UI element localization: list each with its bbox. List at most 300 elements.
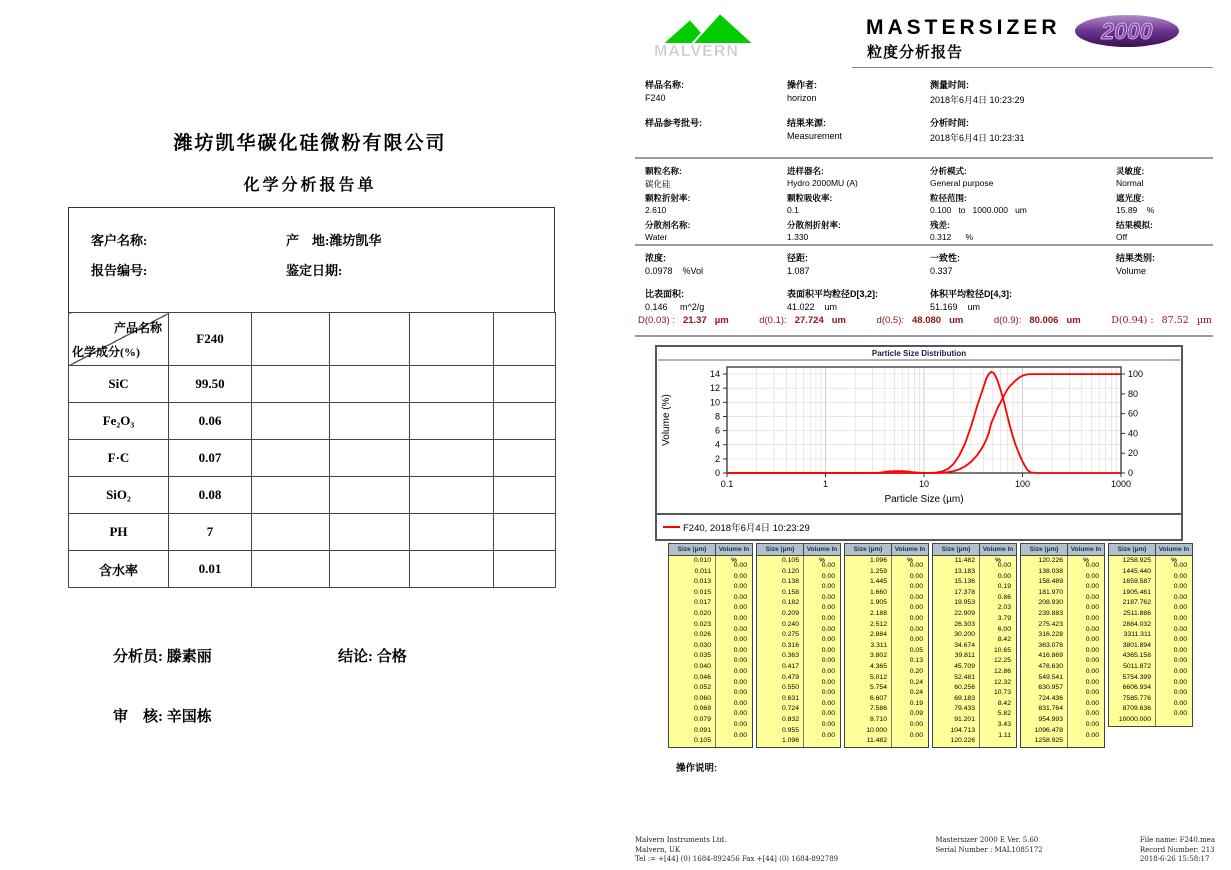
volume-value: 0.00 bbox=[1085, 657, 1099, 665]
size-value: 0.017 bbox=[693, 599, 711, 607]
volume-column-header: Volume In % bbox=[715, 544, 752, 555]
size-value: 22.909 bbox=[954, 609, 975, 617]
volume-value: 8.42 bbox=[997, 699, 1011, 707]
volume-value: 0.00 bbox=[821, 667, 835, 675]
volume-value: 0.00 bbox=[1173, 625, 1187, 633]
size-value: 1096.478 bbox=[1034, 726, 1063, 734]
size-value: 0.020 bbox=[693, 609, 711, 617]
chem-row bbox=[69, 440, 556, 477]
field bbox=[787, 251, 930, 281]
size-column-header: Size (µm) bbox=[1029, 546, 1059, 553]
empty-cell bbox=[410, 551, 494, 588]
size-value: 1.259 bbox=[869, 567, 887, 575]
footer-file-info bbox=[1140, 836, 1215, 865]
size-value: 3801.894 bbox=[1122, 641, 1151, 649]
field bbox=[645, 219, 787, 244]
field-value: Water bbox=[645, 231, 668, 242]
component-label: PH bbox=[69, 514, 169, 551]
volume-value: 0.00 bbox=[1173, 593, 1187, 601]
size-value: 30.200 bbox=[954, 631, 975, 639]
volume-value: 0.00 bbox=[733, 593, 747, 601]
empty-cell bbox=[410, 477, 494, 514]
volume-value: 0.19 bbox=[909, 699, 923, 707]
d-value-item bbox=[877, 315, 964, 326]
volume-value: 0.05 bbox=[909, 646, 923, 654]
volume-value: 12.25 bbox=[993, 657, 1011, 665]
chem-table-body bbox=[69, 313, 556, 588]
empty-cell bbox=[252, 313, 330, 366]
size-value: 120.226 bbox=[950, 737, 975, 745]
size-value: 2.188 bbox=[869, 609, 887, 617]
field-value: Off bbox=[1116, 231, 1128, 242]
field-value: General purpose bbox=[930, 177, 994, 188]
size-value: 478.630 bbox=[1038, 662, 1063, 670]
field bbox=[787, 192, 930, 217]
size-value: 1905.461 bbox=[1122, 588, 1151, 596]
size-value: 0.060 bbox=[693, 694, 711, 702]
field-label: 结果类别: bbox=[1116, 253, 1155, 263]
field-value: 2.610 bbox=[645, 204, 667, 215]
empty-cell bbox=[330, 514, 410, 551]
volume-column-header: Volume In % bbox=[803, 544, 840, 555]
svg-text:6: 6 bbox=[714, 425, 720, 436]
svg-text:0: 0 bbox=[1128, 468, 1134, 478]
field-label: 浓度: bbox=[645, 253, 666, 263]
volume-value: 0.00 bbox=[1085, 731, 1099, 739]
size-column-header: Size (µm) bbox=[853, 546, 883, 553]
sample-info-section bbox=[645, 78, 1211, 146]
footer-address bbox=[635, 836, 838, 865]
volume-value: 0.00 bbox=[821, 636, 835, 644]
volume-value: 0.00 bbox=[1173, 572, 1187, 580]
size-table-body bbox=[1109, 556, 1192, 726]
size-value: 8709.636 bbox=[1122, 705, 1151, 713]
volume-value: 3.79 bbox=[997, 614, 1011, 622]
mastersizer-2000-badge-icon bbox=[1074, 13, 1180, 54]
field-value: 0.1 bbox=[787, 204, 799, 215]
svg-text:10: 10 bbox=[709, 397, 720, 408]
field-label: 进样器名: bbox=[787, 166, 824, 176]
field bbox=[645, 287, 787, 317]
date-label: 鉴定日期: bbox=[286, 262, 343, 278]
size-value: 316.228 bbox=[1038, 631, 1063, 639]
customer-label: 客户名称: bbox=[91, 232, 148, 248]
d-value-item bbox=[638, 315, 729, 326]
volume-value: 12.32 bbox=[993, 678, 1011, 686]
svg-text:14: 14 bbox=[709, 369, 720, 380]
svg-text:Particle Size (µm): Particle Size (µm) bbox=[884, 494, 964, 505]
field-value: 0.312 % bbox=[930, 231, 973, 242]
size-column-header: Size (µm) bbox=[765, 546, 795, 553]
volume-value: 0.00 bbox=[733, 614, 747, 622]
chem-row bbox=[69, 403, 556, 440]
size-value: 275.423 bbox=[1038, 620, 1063, 628]
size-value: 79.433 bbox=[954, 705, 975, 713]
volume-column-header: Volume In % bbox=[891, 544, 928, 555]
svg-text:0.1: 0.1 bbox=[720, 479, 734, 489]
size-value: 1.660 bbox=[869, 588, 887, 596]
empty-cell bbox=[252, 440, 330, 477]
size-value: 7585.776 bbox=[1122, 694, 1151, 702]
volume-value: 0.00 bbox=[1085, 562, 1099, 569]
footer-line: Record Number: 213 bbox=[1139, 845, 1215, 854]
svg-text:8: 8 bbox=[714, 411, 720, 422]
field-label: 测量时间: bbox=[930, 80, 969, 90]
volume-value: 0.00 bbox=[821, 572, 835, 580]
volume-column-header: Volume In % bbox=[979, 544, 1016, 555]
d-unit: um bbox=[1066, 315, 1081, 326]
field bbox=[930, 78, 1211, 108]
d-label: d(0.1): bbox=[759, 315, 787, 326]
size-value: 11.482 bbox=[866, 737, 887, 745]
particle-report-title: 粒度分析报告 bbox=[867, 44, 964, 61]
size-value: 0.026 bbox=[693, 631, 711, 639]
size-column bbox=[669, 556, 715, 747]
field bbox=[1116, 192, 1211, 217]
field-label: 一致性: bbox=[930, 253, 960, 263]
d-unit: um bbox=[831, 315, 846, 326]
footer-instrument bbox=[935, 836, 1042, 865]
empty-cell bbox=[252, 366, 330, 403]
d-value: 48.080 bbox=[912, 315, 942, 326]
field-label: 颗粒名称: bbox=[645, 166, 682, 176]
volume-value: 0.00 bbox=[733, 731, 747, 739]
size-value: 6606.934 bbox=[1122, 684, 1151, 692]
volume-value: 0.00 bbox=[909, 731, 923, 739]
component-label: SiC bbox=[69, 366, 169, 403]
volume-value: 2.03 bbox=[997, 604, 1011, 612]
volume-value: 0.00 bbox=[733, 678, 747, 686]
field bbox=[1116, 251, 1211, 281]
size-value: 0.023 bbox=[693, 620, 711, 628]
volume-value: 0.00 bbox=[821, 614, 835, 622]
empty-cell bbox=[494, 440, 556, 477]
volume-value: 0.00 bbox=[1085, 636, 1099, 644]
volume-value: 0.00 bbox=[909, 593, 923, 601]
d-value: 21.37 bbox=[682, 315, 707, 326]
empty-cell bbox=[330, 403, 410, 440]
size-value: 1659.587 bbox=[1122, 578, 1151, 586]
volume-value: 0.00 bbox=[1173, 614, 1187, 622]
d-label: d(0.5): bbox=[876, 315, 905, 326]
size-value: 4365.158 bbox=[1122, 652, 1151, 660]
percentile-diameters-row bbox=[638, 315, 1212, 326]
volume-value: 0.00 bbox=[1085, 699, 1099, 707]
particle-size-chart bbox=[655, 345, 1183, 541]
size-value: 39.811 bbox=[954, 652, 975, 660]
size-value: 0.010 bbox=[693, 557, 711, 564]
volume-value: 0.00 bbox=[1173, 657, 1187, 665]
field bbox=[930, 116, 1211, 146]
size-value: 0.046 bbox=[693, 673, 711, 681]
field bbox=[787, 219, 930, 244]
field-label: 样品参考批号: bbox=[645, 118, 702, 128]
volume-value: 0.00 bbox=[997, 562, 1011, 569]
volume-value: 0.00 bbox=[733, 604, 747, 612]
size-value: 2511.886 bbox=[1123, 609, 1151, 617]
field bbox=[930, 287, 1116, 317]
empty-cell bbox=[494, 366, 556, 403]
component-label: Fe₂O₃ bbox=[69, 403, 169, 440]
d-label: D(0.94) : bbox=[1111, 315, 1154, 326]
volume-value: 0.00 bbox=[821, 625, 835, 633]
d-value: 87.52 bbox=[1161, 315, 1189, 326]
size-value: 17.378 bbox=[954, 588, 975, 596]
svg-text:20: 20 bbox=[1128, 448, 1139, 459]
empty-cell bbox=[252, 514, 330, 551]
volume-value: 0.00 bbox=[909, 604, 923, 612]
size-value: 91.201 bbox=[954, 715, 975, 723]
chart-legend bbox=[657, 513, 1181, 539]
composition-label: 化学成分(%) bbox=[72, 345, 140, 359]
size-value: 0.832 bbox=[781, 715, 799, 723]
size-value: 0.138 bbox=[781, 578, 799, 586]
mastersizer-wordmark: MASTERSIZER bbox=[866, 16, 1061, 39]
size-value: 630.957 bbox=[1038, 684, 1063, 692]
field-value: 1.087 bbox=[787, 266, 810, 276]
size-value: 1.096 bbox=[869, 557, 887, 564]
company-title: 潍坊凯华碳化硅微粉有限公司 bbox=[173, 133, 447, 154]
volume-value: 0.00 bbox=[733, 667, 747, 675]
size-value: 239.883 bbox=[1038, 609, 1063, 617]
volume-value: 0.00 bbox=[1085, 678, 1099, 686]
diagonal-header-cell bbox=[69, 313, 169, 366]
volume-value: 0.00 bbox=[733, 720, 747, 728]
field bbox=[787, 287, 930, 317]
size-value: 3.311 bbox=[870, 641, 887, 649]
size-value: 1445.440 bbox=[1122, 567, 1151, 575]
size-table bbox=[844, 543, 929, 748]
size-table bbox=[1108, 543, 1193, 727]
legend-label: F240, 2018年6月4日 10:23:29 bbox=[683, 523, 810, 534]
component-value: 7 bbox=[169, 514, 252, 551]
d-value-item bbox=[1111, 315, 1212, 326]
volume-column bbox=[715, 556, 751, 747]
section-divider bbox=[635, 157, 1213, 159]
field-label: 分散剂名称: bbox=[645, 220, 691, 230]
volume-value: 0.00 bbox=[821, 731, 835, 739]
size-table bbox=[668, 543, 753, 748]
size-value: 0.091 bbox=[693, 726, 711, 734]
conclusion: 结论: 合格 bbox=[338, 649, 407, 665]
field-value: 0.0978 %Vol bbox=[645, 266, 704, 276]
size-value: 416.869 bbox=[1038, 652, 1063, 660]
field-value: 0.337 bbox=[930, 266, 953, 276]
d-value: 27.724 bbox=[794, 315, 824, 326]
report-no-label: 报告编号: bbox=[91, 262, 148, 278]
volume-value: 0.00 bbox=[733, 689, 747, 697]
chem-row bbox=[69, 366, 556, 403]
size-column bbox=[933, 556, 979, 747]
origin-label: 产 地: bbox=[286, 232, 330, 248]
volume-value: 0.00 bbox=[733, 710, 747, 718]
volume-value: 0.00 bbox=[1085, 710, 1099, 718]
svg-text:2: 2 bbox=[714, 453, 720, 464]
empty-cell bbox=[494, 514, 556, 551]
size-value: 26.303 bbox=[954, 620, 975, 628]
volume-value: 0.00 bbox=[821, 657, 835, 665]
field-label: 分析时间: bbox=[930, 118, 969, 128]
empty-cell bbox=[330, 440, 410, 477]
size-value: 0.182 bbox=[781, 599, 799, 607]
d-unit: µm bbox=[714, 315, 729, 326]
size-value: 0.105 bbox=[693, 737, 711, 745]
size-value: 5.754 bbox=[869, 684, 887, 692]
volume-value: 0.00 bbox=[733, 646, 747, 654]
size-value: 0.052 bbox=[693, 684, 711, 692]
empty-cell bbox=[410, 514, 494, 551]
field bbox=[930, 251, 1116, 281]
field-value: 51.169 um bbox=[930, 302, 981, 312]
empty-cell bbox=[410, 440, 494, 477]
field-label: 分析模式: bbox=[930, 166, 967, 176]
volume-value: 12.86 bbox=[993, 667, 1011, 675]
size-value: 13.183 bbox=[954, 567, 975, 575]
chemical-composition-table bbox=[68, 312, 556, 588]
field bbox=[787, 78, 930, 108]
volume-value: 0.00 bbox=[1173, 689, 1187, 697]
size-value: 15.136 bbox=[954, 578, 975, 586]
size-value: 954.993 bbox=[1038, 715, 1063, 723]
volume-value: 0.00 bbox=[909, 562, 923, 569]
d-label: D(0.03) : bbox=[638, 315, 675, 326]
volume-value: 0.00 bbox=[733, 572, 747, 580]
field bbox=[930, 192, 1116, 217]
size-value: 1.096 bbox=[781, 737, 799, 745]
field bbox=[645, 251, 787, 281]
results-summary-section bbox=[645, 251, 1211, 317]
component-value: 0.06 bbox=[169, 403, 252, 440]
malvern-logo-icon bbox=[648, 8, 763, 63]
size-value: 34.674 bbox=[954, 641, 975, 649]
volume-value: 0.00 bbox=[1173, 699, 1187, 707]
volume-value: 0.00 bbox=[1173, 646, 1187, 654]
field-value: F240 bbox=[645, 93, 666, 103]
size-value: 1.905 bbox=[869, 599, 887, 607]
component-value: 0.01 bbox=[169, 551, 252, 588]
volume-value: 0.00 bbox=[909, 625, 923, 633]
field bbox=[1116, 165, 1211, 190]
field-value: 碳化硅 bbox=[645, 178, 671, 189]
component-value: 99.50 bbox=[169, 366, 252, 403]
volume-value: 0.20 bbox=[909, 667, 923, 675]
customer-info-box bbox=[68, 207, 555, 313]
field-value: Normal bbox=[1116, 177, 1144, 188]
volume-value: 0.00 bbox=[733, 699, 747, 707]
chem-row bbox=[69, 477, 556, 514]
size-value: 0.724 bbox=[781, 705, 799, 713]
size-value: 0.209 bbox=[781, 609, 799, 617]
field-label: 操作者: bbox=[787, 80, 817, 90]
volume-value: 0.00 bbox=[1173, 710, 1187, 718]
field-label: 径距: bbox=[787, 253, 808, 263]
volume-column bbox=[803, 556, 839, 747]
field bbox=[787, 165, 930, 190]
volume-column bbox=[1067, 556, 1103, 747]
volume-value: 0.24 bbox=[909, 689, 923, 697]
field bbox=[645, 192, 787, 217]
field-label: 颗粒吸收率: bbox=[787, 193, 833, 203]
volume-value: 0.00 bbox=[909, 636, 923, 644]
field-value: Volume bbox=[1116, 266, 1147, 276]
volume-value: 0.00 bbox=[1085, 646, 1099, 654]
chem-header-row bbox=[69, 313, 556, 366]
volume-value: 0.00 bbox=[733, 625, 747, 633]
size-value: 1258.925 bbox=[1034, 737, 1063, 745]
size-value: 0.035 bbox=[693, 652, 711, 660]
svg-text:80: 80 bbox=[1128, 388, 1139, 399]
reviewer-signature: 审 核: 辛国栋 bbox=[113, 709, 212, 725]
size-value: 208.930 bbox=[1038, 599, 1063, 607]
field-label: 体积平均粒径D[4,3]: bbox=[930, 289, 1013, 299]
size-value: 4.365 bbox=[869, 662, 887, 670]
svg-text:1: 1 bbox=[822, 479, 829, 489]
volume-column bbox=[979, 556, 1015, 747]
size-table-body bbox=[933, 556, 1016, 747]
svg-text:10: 10 bbox=[918, 479, 930, 489]
size-value: 10.000 bbox=[866, 726, 887, 734]
size-value: 1.445 bbox=[869, 578, 887, 586]
size-value: 19.953 bbox=[954, 599, 975, 607]
volume-value: 0.00 bbox=[909, 583, 923, 591]
size-table-body bbox=[1021, 556, 1104, 747]
size-value: 52.481 bbox=[954, 673, 975, 681]
field-label: 遮光度: bbox=[1116, 193, 1145, 203]
component-label: F·C bbox=[69, 440, 169, 477]
legend-line-swatch bbox=[663, 526, 680, 528]
component-value: 0.08 bbox=[169, 477, 252, 514]
volume-value: 0.00 bbox=[821, 699, 835, 707]
footer-line: Malvern Instruments Ltd. bbox=[635, 836, 727, 844]
footer-line: Mastersizer 2000 E Ver. 5.60 bbox=[935, 836, 1039, 844]
field bbox=[930, 165, 1116, 190]
size-value: 0.955 bbox=[781, 726, 799, 734]
field-value: 15.89 % bbox=[1116, 204, 1155, 215]
volume-value: 3.43 bbox=[997, 720, 1011, 728]
footer-line: Serial Number : MAL1085172 bbox=[935, 845, 1043, 854]
size-value: 0.079 bbox=[693, 715, 711, 723]
volume-column bbox=[891, 556, 927, 747]
volume-column-header: Volume In % bbox=[1067, 544, 1104, 555]
measurement-params-section bbox=[645, 165, 1211, 244]
volume-value: 1.11 bbox=[998, 731, 1011, 739]
field bbox=[645, 165, 787, 190]
size-value: 2884.032 bbox=[1122, 620, 1151, 628]
chem-row bbox=[69, 514, 556, 551]
volume-value: 0.00 bbox=[1085, 572, 1099, 580]
size-value: 0.417 bbox=[781, 662, 799, 670]
empty-cell bbox=[410, 313, 494, 366]
volume-value: 0.00 bbox=[821, 604, 835, 612]
field-value: 0.100 to 1000.000 um bbox=[930, 204, 1027, 215]
empty-cell bbox=[410, 403, 494, 440]
size-value: 5754.399 bbox=[1122, 673, 1151, 681]
size-value: 831.764 bbox=[1038, 705, 1063, 713]
volume-value: 0.00 bbox=[1173, 678, 1187, 686]
svg-text:12: 12 bbox=[709, 383, 720, 394]
field-label: 分散剂折射率: bbox=[787, 220, 841, 230]
size-value: 0.120 bbox=[781, 567, 799, 575]
size-value: 0.363 bbox=[781, 652, 799, 660]
section-divider bbox=[635, 244, 1213, 246]
field-label: 灵敏度: bbox=[1116, 166, 1145, 176]
d-value-item bbox=[759, 315, 846, 326]
size-value: 3311.311 bbox=[1123, 631, 1151, 639]
size-value: 0.040 bbox=[693, 662, 711, 670]
volume-value: 0.00 bbox=[821, 593, 835, 601]
volume-value: 8.42 bbox=[997, 636, 1011, 644]
d-unit: um bbox=[949, 315, 964, 326]
